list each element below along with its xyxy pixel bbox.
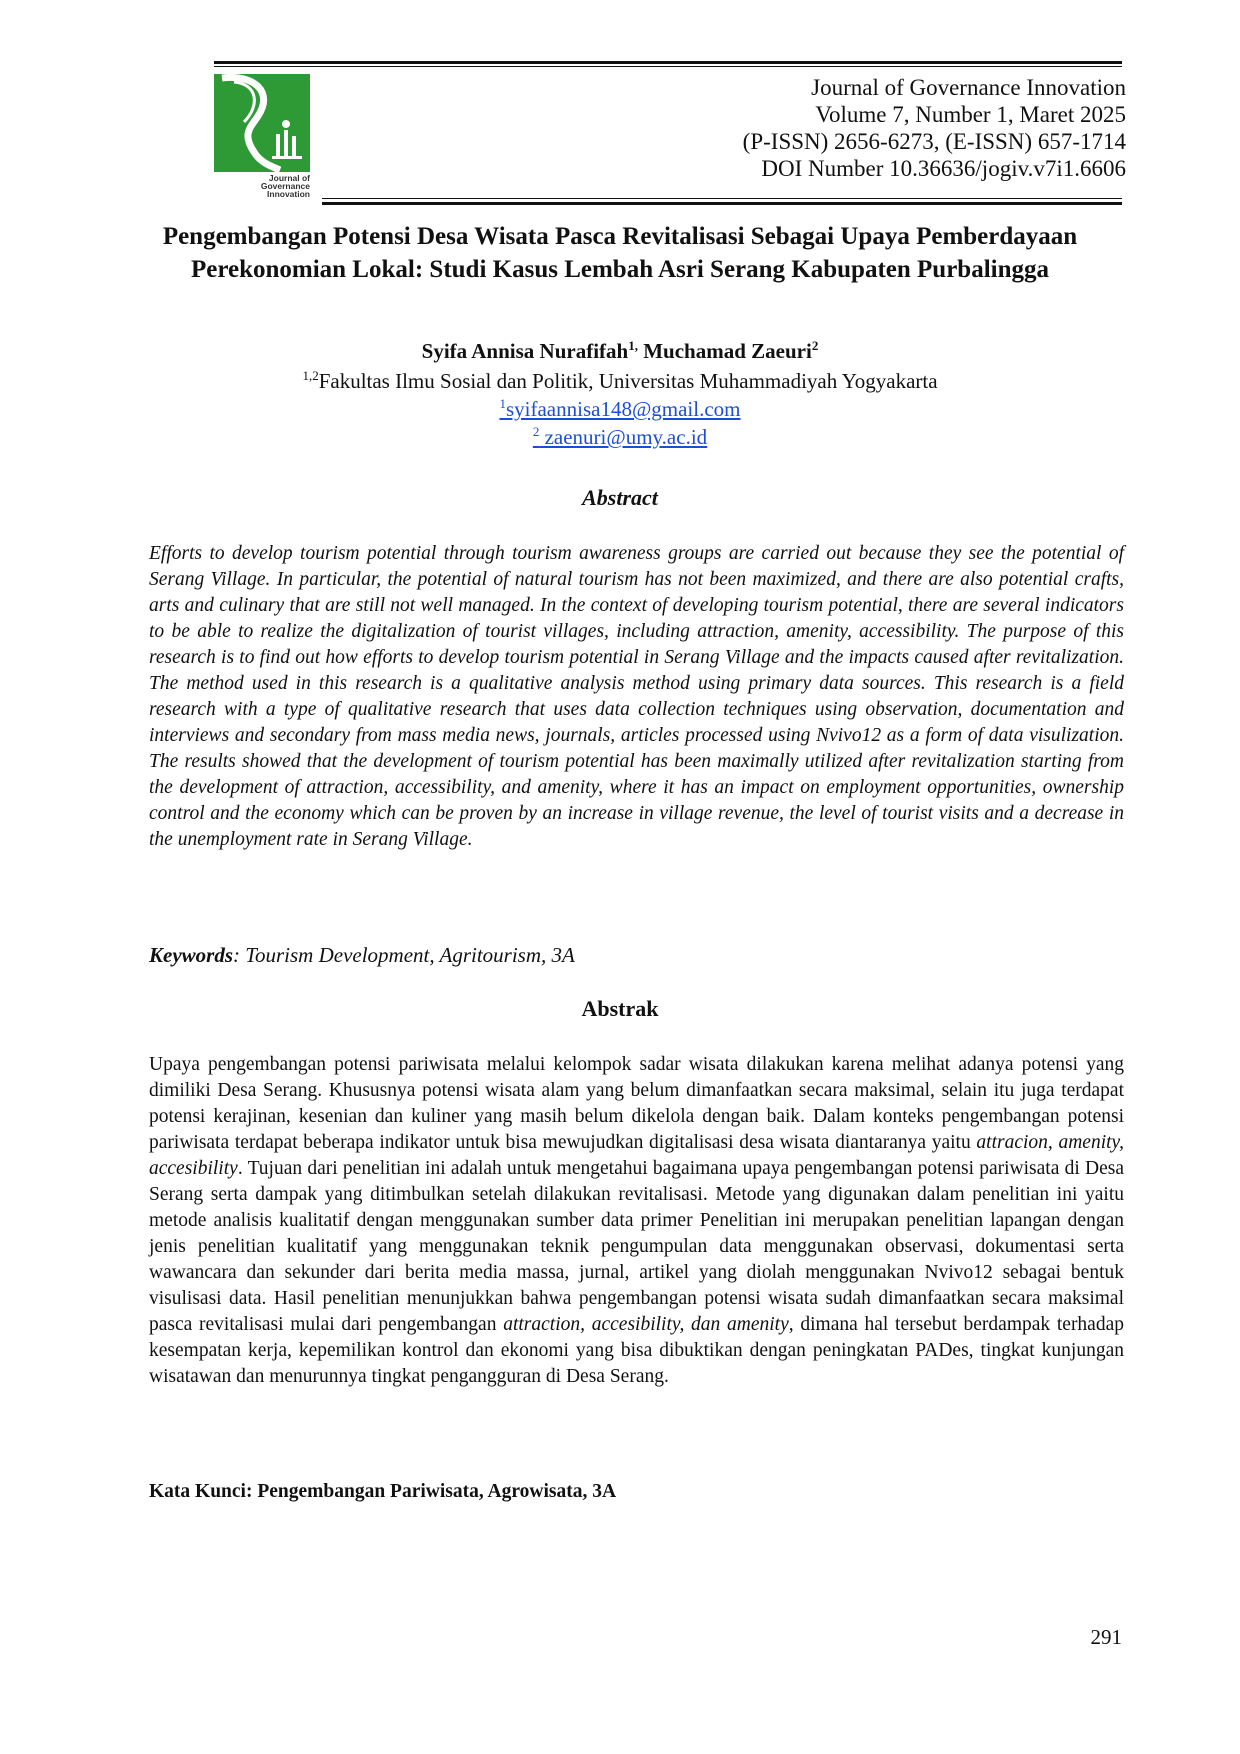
journal-name: Journal of Governance Innovation bbox=[811, 75, 1126, 100]
abstract-text: Efforts to develop tourism potential through tourism awareness groups are carried out because they see the potential of Serang Village. In particular, the potential of natural tourism has not been maximized, and there are also potential crafts, arts and culinary that are still not well managed. In the context of developing tourism potential, there are several indicators to be able to realize the digitalization of tourist villages, including attraction, amenity, accessibility. The purpose of this research is to find out how efforts to develop tourism potential in Serang Village and the impacts caused after revitalization. The method used in this research is a qualitative analysis method using primary data sources. This research is a field research with a type of qualitative research that uses data collection techniques using observation, documentation and interviews and secondary from mass media news, journals, articles processed using Nvivo12 as a form of data visulization. The results showed that the development of tourism potential has been maximally utilized after revitalization starting from the development of attraction, accessibility, and amenity, where it has an impact on employment opportunities, ownership control and the economy which can be proven by an increase in village revenue, the level of tourist visits and a decrease in the unemployment rate in Serang Village. bbox=[149, 543, 1124, 850]
logo-emblem bbox=[214, 74, 310, 172]
kata-kunci-line: Kata Kunci: Pengembangan Pariwisata, Agrowisata, 3A bbox=[149, 1481, 617, 1502]
header-rule-thin bbox=[214, 66, 1122, 67]
header-rule-thick bbox=[214, 61, 1122, 64]
email-superscript: 2 bbox=[532, 424, 540, 439]
email-link[interactable] bbox=[160, 395, 1080, 423]
keywords-line bbox=[149, 943, 1124, 968]
affiliation-text: Fakultas Ilmu Sosial dan Politik, Universitas Muhammadiyah Yogyakarta bbox=[318, 369, 938, 393]
header-rule-thick-bottom bbox=[322, 202, 1122, 205]
email-address: syifaannisa148@gmail.com bbox=[505, 397, 741, 421]
affiliation-superscript: 1,2 bbox=[302, 368, 319, 383]
journal-doi: DOI Number 10.36636/jogiv.v7i1.6606 bbox=[761, 156, 1126, 181]
author-superscript: 2 bbox=[811, 338, 819, 353]
abstrak-text bbox=[149, 1052, 1124, 1390]
abstrak-italic-term: attracion, amenity, accesibility bbox=[149, 1132, 1124, 1179]
logo-label-line: Journal of bbox=[268, 173, 310, 183]
email-address: zaenuri@umy.ac.id bbox=[539, 425, 708, 449]
page-number: 291 bbox=[1090, 1625, 1122, 1649]
abstrak-text-part: . Tujuan dari penelitian ini adalah untuk mengetahui bagaimana upaya pengembangan potensi pariwisata di Desa Serang serta dampak yang ditimbulkan setelah dilakukan revitalisasi. Metode yang digunakan dalam penelitian ini yaitu metode analisis kualitatif dengan menggunakan sumber data primer Penelitian ini merupakan penelitian lapangan dengan jenis penelitian kualitatif yang menggunakan teknik pengumpulan data menggunakan observasi, dokumentasi serta wawancara dan sekunder dari berita media massa, jurnal, artikel yang diolah menggunakan Nvivo12 sebagai bentuk visulisasi data. Hasil penelitian menunjukkan bahwa pengembangan potensi wisata sudah dimanfaatkan secara maksimal pasca revitalisasi mulai dari pengembangan bbox=[149, 1158, 1124, 1335]
journal-volume: Volume 7, Number 1, Maret 2025 bbox=[815, 102, 1126, 127]
logo-label-line: Innovation bbox=[267, 189, 310, 199]
email-link[interactable] bbox=[160, 423, 1080, 451]
author-name: Muchamad Zaeuri bbox=[637, 339, 812, 363]
keywords-label: Keywords bbox=[149, 943, 233, 967]
keywords-text: : Tourism Development, Agritourism, 3A bbox=[233, 943, 575, 967]
affiliation-block bbox=[160, 367, 1080, 451]
logo-r-shape-icon bbox=[214, 74, 310, 172]
journal-header bbox=[526, 74, 1126, 182]
logo-label bbox=[214, 174, 310, 198]
abstrak-italic-term: attraction, accesibility, dan amenity bbox=[503, 1314, 789, 1335]
journal-logo bbox=[214, 74, 310, 198]
affiliation bbox=[160, 367, 1080, 395]
abstrak-heading: Abstrak bbox=[581, 996, 659, 1021]
paper-title: Pengembangan Potensi Desa Wisata Pasca Revitalisasi Sebagai Upaya Pemberdayaan Perekonomian Lokal: Studi Kasus Lembah Asri Serang Kabupaten Purbalingga bbox=[162, 223, 1078, 283]
author-line bbox=[160, 338, 1080, 365]
abstract-heading: Abstract bbox=[582, 485, 658, 510]
author-superscript: 1, bbox=[628, 338, 638, 353]
email-superscript: 1 bbox=[499, 396, 506, 411]
logo-label-line: Governance bbox=[260, 181, 310, 191]
header-rule-thin-bottom bbox=[322, 198, 1122, 199]
author-name: Syifa Annisa Nurafifah bbox=[421, 339, 629, 363]
abstrak-text-part: Upaya pengembangan potensi pariwisata melalui kelompok sadar wisata dilakukan karena melihat adanya potensi yang dimiliki Desa Serang. Khususnya potensi wisata alam yang belum dimanfaatkan secara maksimal, selain itu juga terdapat potensi kerajinan, kesenian dan kuliner yang masih belum dikelola dengan baik. Dalam konteks pengembangan potensi pariwisata terdapat beberapa indikator untuk bisa mewujudkan digitalisasi desa wisata diantaranya yaitu bbox=[149, 1054, 1124, 1153]
journal-issn: (P-ISSN) 2656-6273, (E-ISSN) 657-1714 bbox=[742, 129, 1126, 154]
abstrak-text-part: , dimana hal tersebut berdampak terhadap kesempatan kerja, kepemilikan kontrol dan ekonomi yang bisa dibuktikan dengan peningkatan PADes, tingkat kunjungan wisatawan dan menurunnya tingkat pengangguran di Desa Serang. bbox=[149, 1314, 1124, 1387]
